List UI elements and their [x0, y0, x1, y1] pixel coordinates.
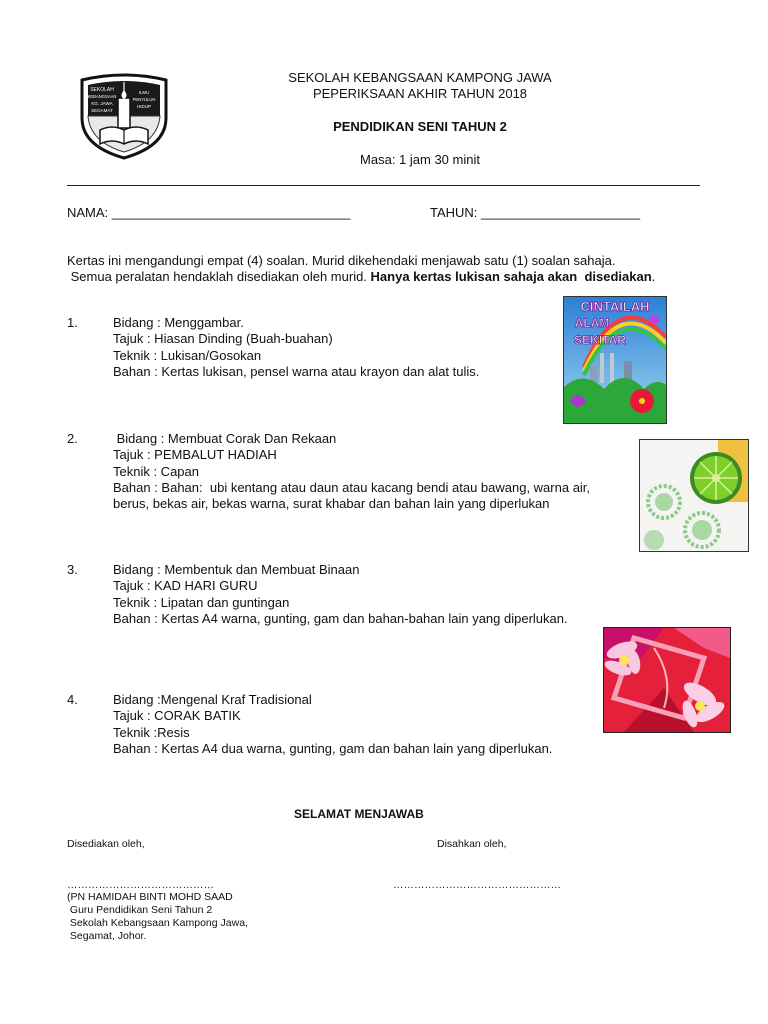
- exam-duration: Masa: 1 jam 30 minit: [360, 152, 480, 167]
- question-line: Tajuk : PEMBALUT HADIAH: [113, 447, 277, 463]
- logo-text-line: KEBANGSAAN: [87, 94, 117, 99]
- town-address: Segamat, Johor.: [67, 930, 147, 942]
- school-logo: [78, 72, 170, 160]
- question-line: Teknik : Capan: [113, 463, 199, 479]
- question-number: 1.: [67, 315, 78, 330]
- question-4: [113, 692, 552, 757]
- school-address: Sekolah Kebangsaan Kampong Jawa,: [67, 917, 248, 929]
- instruction-period: .: [651, 269, 656, 284]
- question-line: Tajuk : CORAK BATIK: [113, 708, 241, 724]
- question-line: Teknik : Lipatan dan guntingan: [113, 594, 290, 610]
- teacher-name: (PN HAMIDAH BINTI MOHD SAAD: [67, 891, 233, 903]
- approved-by-label: Disahkan oleh,: [437, 838, 507, 850]
- batik-image: [603, 627, 731, 733]
- logo-text-line: SEGAMAT: [91, 108, 113, 113]
- question-number: 4.: [67, 692, 78, 707]
- prepared-by-label: Disediakan oleh,: [67, 838, 145, 850]
- class-field[interactable]: TAHUN: ______________________: [430, 205, 641, 220]
- question-3: [113, 562, 568, 627]
- stamp-image: [639, 439, 749, 552]
- logo-text-line: HIDUP: [136, 104, 152, 109]
- question-line: Teknik :Resis: [113, 724, 190, 740]
- question-line: berus, bekas air, bekas warna, surat khabar dan bahan lain yang diperlukan: [113, 496, 550, 512]
- prepared-signature-line: ……………………………………: [67, 879, 214, 891]
- question-number: 3.: [67, 562, 78, 577]
- closing-text: SELAMAT MENJAWAB: [294, 807, 424, 821]
- instruction-text: Semua peralatan hendaklah disediakan oleh murid.: [67, 269, 371, 284]
- question-line: Bahan : Bahan: ubi kentang atau daun atau kacang bendi atau bawang, warna air,: [113, 479, 591, 495]
- teacher-role: Guru Pendidikan Seni Tahun 2: [67, 904, 213, 916]
- exam-title: PEPERIKSAAN AKHIR TAHUN 2018: [312, 86, 528, 101]
- question-number: 2.: [67, 431, 78, 446]
- question-line: Bidang : Membentuk dan Membuat Binaan: [113, 562, 360, 577]
- school-name: SEKOLAH KEBANGSAAN KAMPONG JAWA: [288, 70, 552, 85]
- approved-signature-line: …………………………………………: [393, 879, 561, 891]
- poster-image: [563, 296, 667, 424]
- question-line: Bahan : Kertas A4 warna, gunting, gam dan bahan-bahan lain yang diperlukan.: [113, 610, 568, 626]
- poster-title-line: ALAM: [574, 316, 610, 330]
- teacher-details: [67, 891, 248, 943]
- logo-text-line: KG. JAWA: [91, 101, 113, 106]
- question-line: Tajuk : KAD HARI GURU: [113, 578, 258, 594]
- question-line: Tajuk : Hiasan Dinding (Buah-buahan): [113, 331, 333, 347]
- question-line: Bahan : Kertas A4 dua warna, gunting, gam dan bahan lain yang diperlukan.: [113, 740, 553, 756]
- poster-title-line: CINTAILAH: [580, 299, 650, 314]
- instruction-line-1: Kertas ini mengandungi empat (4) soalan. Murid dikehendaki menjawab satu (1) soalan sahaja.: [67, 253, 616, 268]
- logo-text-line: PENYULUH: [132, 97, 156, 102]
- instruction-line-2: [67, 269, 717, 285]
- question-1: [113, 315, 479, 380]
- question-line: Bahan : Kertas lukisan, pensel warna atau krayon dan alat tulis.: [113, 363, 480, 379]
- question-line: Bidang : Menggambar.: [113, 315, 244, 330]
- question-line: Teknik : Lukisan/Gosokan: [113, 347, 262, 363]
- question-line: Bidang :Mengenal Kraf Tradisional: [113, 692, 312, 707]
- subject-title: PENDIDIKAN SENI TAHUN 2: [333, 119, 507, 134]
- header-divider: [67, 185, 700, 186]
- instruction-emphasis: Hanya kertas lukisan sahaja akan disediakan: [370, 269, 652, 284]
- name-field[interactable]: NAMA: _________________________________: [67, 205, 351, 220]
- question-2: [113, 431, 590, 512]
- logo-text-line: SEKOLAH: [90, 87, 114, 93]
- poster-title-line: SEKITAR: [574, 333, 626, 347]
- question-line: Bidang : Membuat Corak Dan Rekaan: [113, 431, 337, 446]
- logo-text-line: ILMU: [138, 90, 150, 95]
- instructions: [67, 253, 717, 285]
